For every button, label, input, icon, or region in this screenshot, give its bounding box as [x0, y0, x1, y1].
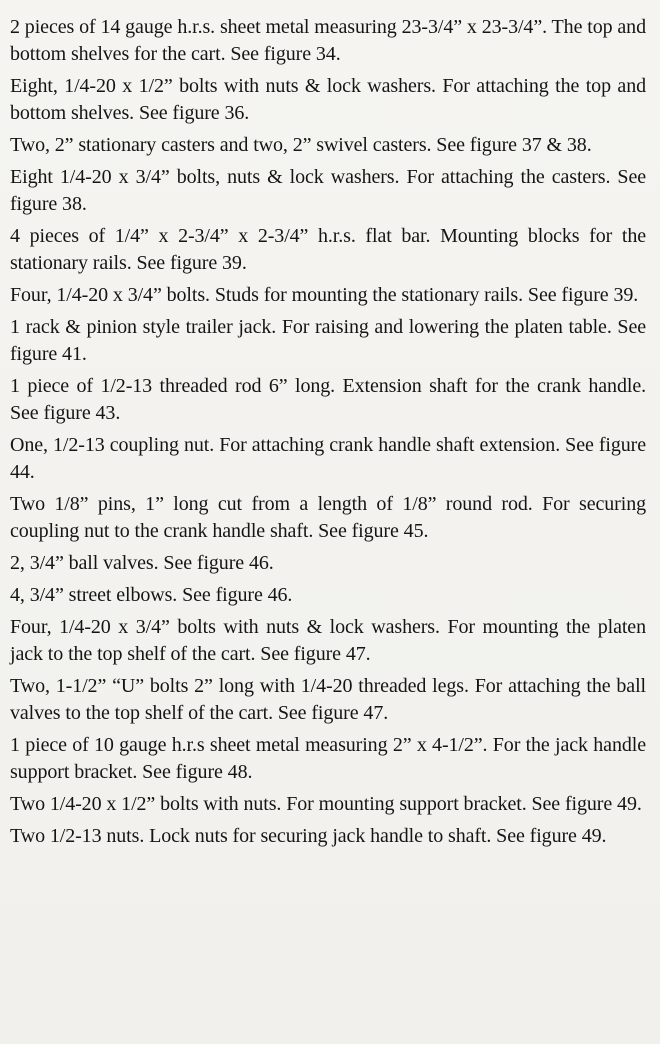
parts-list-item: Eight 1/4-20 x 3/4” bolts, nuts & lock washers. For attaching the casters. See figure 38. [10, 166, 646, 215]
parts-list-item: Four, 1/4-20 x 3/4” bolts with nuts & lock washers. For mounting the platen jack to the top shelf of the cart. See figure 47. [10, 616, 646, 665]
parts-list-item: 2, 3/4” ball valves. See figure 46. [10, 552, 274, 574]
parts-list-item: 4, 3/4” street elbows. See figure 46. [10, 584, 293, 606]
parts-list-item: Four, 1/4-20 x 3/4” bolts. Studs for mounting the stationary rails. See figure 39. [10, 284, 639, 306]
parts-list-item: Two 1/8” pins, 1” long cut from a length of 1/8” round rod. For securing coupling nut to the crank handle shaft. See figure 45. [10, 493, 646, 542]
parts-list-item: Two 1/4-20 x 1/2” bolts with nuts. For mounting support bracket. See figure 49. [10, 793, 642, 815]
parts-list-item: Two, 2” stationary casters and two, 2” swivel casters. See figure 37 & 38. [10, 134, 592, 156]
parts-list-item: 2 pieces of 14 gauge h.r.s. sheet metal measuring 23-3/4” x 23-3/4”. The top and bottom shelves for the cart. See figure 34. [10, 16, 646, 65]
parts-list-item: 1 rack & pinion style trailer jack. For raising and lowering the platen table. See figure 41. [10, 316, 646, 365]
parts-list-item: Two 1/2-13 nuts. Lock nuts for securing jack handle to shaft. See figure 49. [10, 825, 607, 847]
parts-list-item: One, 1/2-13 coupling nut. For attaching crank handle shaft extension. See figure 44. [10, 434, 646, 483]
parts-list-item: Two, 1-1/2” “U” bolts 2” long with 1/4-20 threaded legs. For attaching the ball valves to the top shelf of the cart. See figure 47. [10, 675, 646, 724]
parts-list-item: 1 piece of 10 gauge h.r.s sheet metal measuring 2” x 4-1/2”. For the jack handle support bracket. See figure 48. [10, 734, 646, 783]
parts-list-item: 1 piece of 1/2-13 threaded rod 6” long. Extension shaft for the crank handle. See figure 43. [10, 375, 646, 424]
parts-list-item: 4 pieces of 1/4” x 2-3/4” x 2-3/4” h.r.s. flat bar. Mounting blocks for the stationary rails. See figure 39. [10, 225, 646, 274]
parts-list-item: Eight, 1/4-20 x 1/2” bolts with nuts & lock washers. For attaching the top and bottom shelves. See figure 36. [10, 75, 646, 124]
